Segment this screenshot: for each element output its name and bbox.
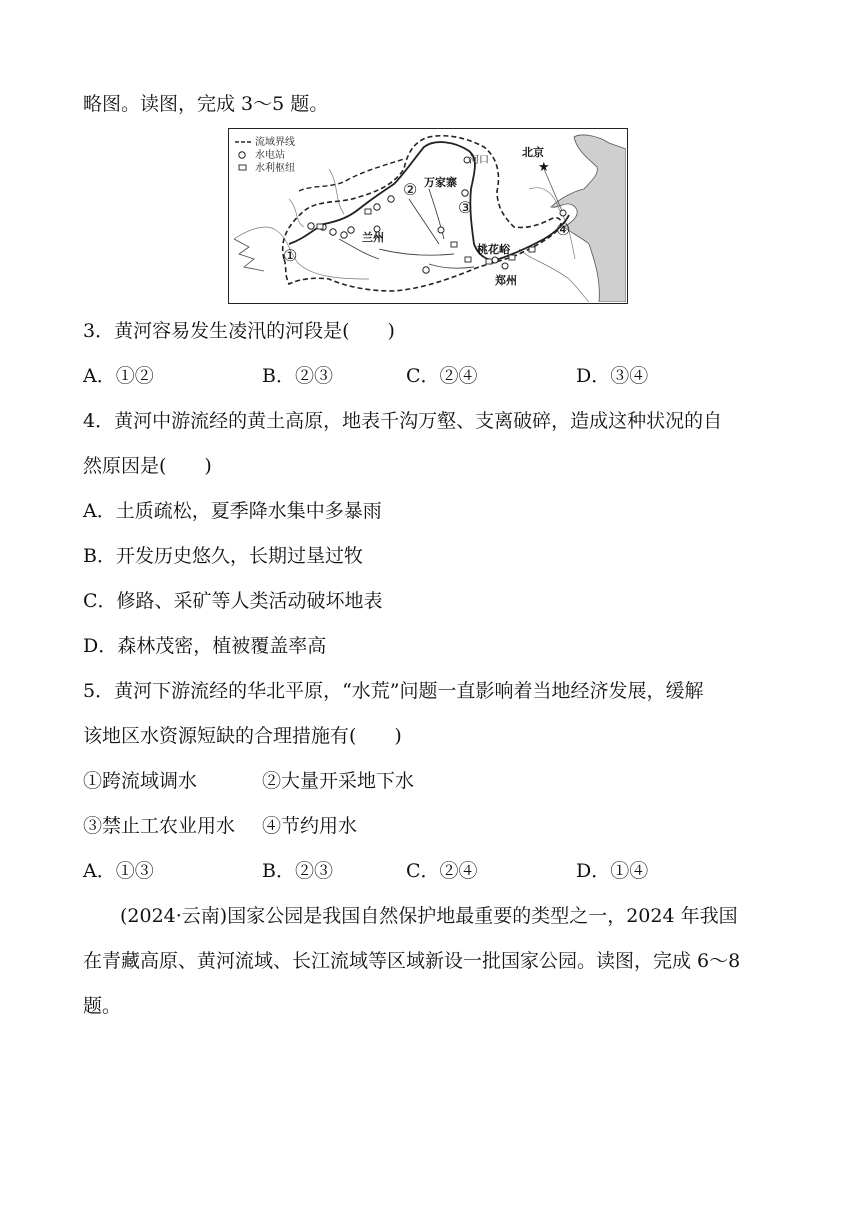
map-legend <box>235 135 295 174</box>
q3-option-a: A．①② <box>83 365 154 387</box>
label-wanjiazhai: 万家寨 <box>424 176 457 189</box>
yellow-river-basin-map <box>228 128 628 304</box>
legend-hub: 水利枢纽 <box>255 163 295 174</box>
region-number-3: ③ <box>458 198 473 217</box>
q4-option-b: B．开发历史悠久，长期过垦过牧 <box>83 545 363 567</box>
q3-option-b: B．②③ <box>262 365 333 387</box>
next-intro-line-3: 题。 <box>83 995 122 1017</box>
legend-station: 水电站 <box>255 150 285 161</box>
label-zhengzhou: 郑州 <box>495 274 517 287</box>
label-lanzhou: 兰州 <box>362 231 384 244</box>
q5-option-c: C．②④ <box>406 860 478 882</box>
region-number-2: ② <box>403 180 418 199</box>
question-3-stem: 3．黄河容易发生凌汛的河段是( ) <box>83 320 395 342</box>
q4-option-c: C．修路、采矿等人类活动破坏地表 <box>83 590 383 612</box>
q4-option-d: D．森林茂密，植被覆盖率高 <box>83 635 327 657</box>
label-beijing: 北京 <box>522 146 544 159</box>
q5-measure-4: ④节约用水 <box>262 815 358 837</box>
next-intro-line-2: 在青藏高原、黄河流域、长江流域等区域新设一批国家公园。读图，完成 6～8 <box>83 950 741 972</box>
q5-measure-1: ①跨流域调水 <box>83 770 198 792</box>
legend-boundary: 流域界线 <box>255 137 295 148</box>
question-4-stem-line-1: 4．黄河中游流经的黄土高原，地表千沟万壑、支离破碎，造成这种状况的自 <box>83 410 723 432</box>
question-5-stem-line-1: 5．黄河下游流经的华北平原，“水荒”问题一直影响着当地经济发展，缓解 <box>83 680 704 702</box>
intro-text: 略图。读图，完成 3～5 题。 <box>83 93 329 115</box>
q5-option-d: D．①④ <box>576 860 649 882</box>
question-5-stem-line-2: 该地区水资源短缺的合理措施有( ) <box>83 725 402 747</box>
q3-option-d: D．③④ <box>576 365 649 387</box>
q5-option-a: A．①③ <box>83 860 154 882</box>
q5-measure-3: ③禁止工农业用水 <box>83 815 236 837</box>
region-number-1: ① <box>283 246 298 265</box>
sea-area <box>551 135 626 302</box>
capital-star-icon: ★ <box>538 160 550 175</box>
q4-option-a: A．土质疏松，夏季降水集中多暴雨 <box>83 500 382 522</box>
q5-measure-2: ②大量开采地下水 <box>262 770 415 792</box>
q3-option-c: C．②④ <box>406 365 478 387</box>
q5-option-b: B．②③ <box>262 860 333 882</box>
next-intro-line-1: (2024·云南)国家公园是我国自然保护地最重要的类型之一，2024 年我国 <box>120 905 738 927</box>
yellow-river <box>289 142 569 260</box>
label-taohuayu: 桃花峪 <box>477 243 510 256</box>
question-4-stem-line-2: 然原因是( ) <box>83 455 212 477</box>
region-number-4: ④ <box>556 220 571 239</box>
label-hekou: 河口 <box>469 155 489 166</box>
basin-boundary <box>283 136 561 291</box>
